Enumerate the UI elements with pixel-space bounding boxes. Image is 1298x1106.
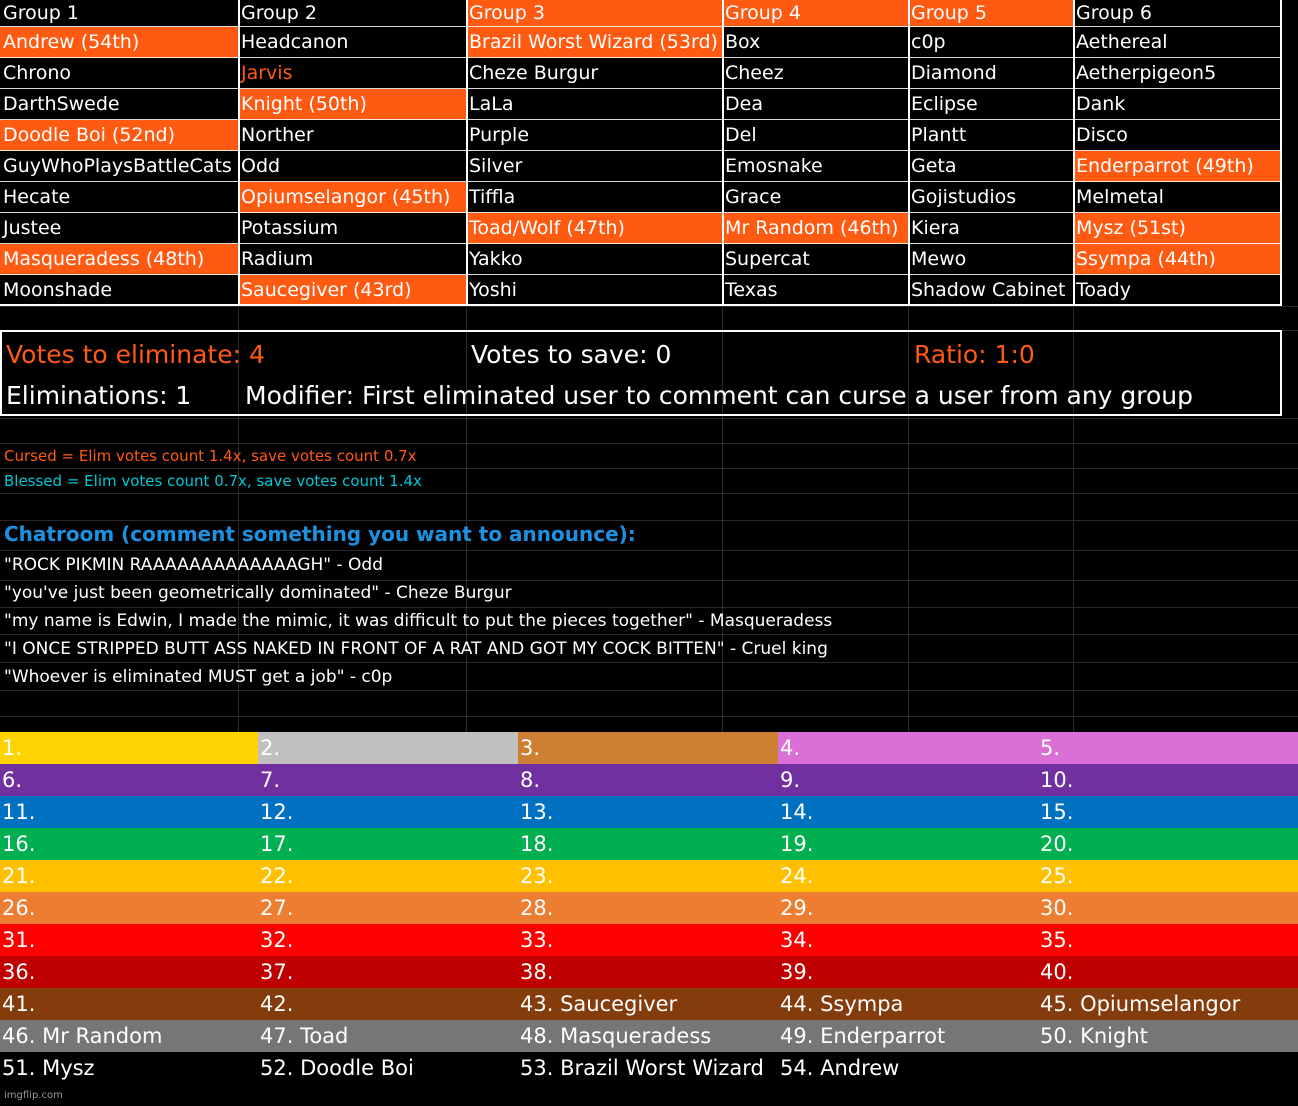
group-member-cell: Yoshi [469,279,517,301]
ranking-cell: 33. [518,924,780,956]
ranking-cell: 31. [0,924,260,956]
groups-row-divider [0,274,1282,275]
ranking-cell: 28. [518,892,780,924]
group-member-cell: Geta [911,155,957,177]
ranking-cell: 9. [778,764,1040,796]
ranking-cell: 41. [0,988,260,1020]
group-member-cell: Dea [725,93,763,115]
ranking-row [0,924,1298,956]
ranking-cell: 48. Masqueradess [518,1020,780,1052]
group-member-cell: DarthSwede [3,93,120,115]
ranking-cell: 1. [0,732,260,764]
group-member-cell: Silver [469,155,523,177]
chat-message: "my name is Edwin, I made the mimic, it was difficult to put the pieces together" - Masqueradess [4,611,833,631]
ranking-cell: 13. [518,796,780,828]
ranking-cell: 38. [518,956,780,988]
group-member-cell: Potassium [241,217,339,239]
ranking-cell: 26. [0,892,260,924]
chat-message: "I ONCE STRIPPED BUTT ASS NAKED IN FRONT OF A RAT AND GOT MY COCK BITTEN" - Cruel king [4,639,828,659]
group-member-cell: Andrew (54th) [0,27,238,58]
ranking-cell: 51. Mysz [0,1052,260,1084]
group-member-cell: Aetherpigeon5 [1076,62,1217,84]
ranking-row [0,956,1298,988]
ranking-table [0,732,1298,1106]
groups-row-divider [0,88,1282,89]
ranking-row [0,892,1298,924]
group-member-cell: GuyWhoPlaysBattleCats [3,155,232,177]
blessed-note: Blessed = Elim votes count 0.7x, save votes count 1.4x [4,472,422,490]
ranking-row [0,732,1298,764]
group-member-cell: c0p [911,31,946,53]
eliminations-count: Eliminations: 1 [6,381,192,410]
status-box [0,330,1282,416]
group-member-cell: Brazil Worst Wizard (53rd) [466,27,722,58]
group-member-cell: Mysz (51st) [1073,213,1282,244]
ranking-cell: 46. Mr Random [0,1020,260,1052]
ranking-cell: 49. Enderparrot [778,1020,1040,1052]
group-member-cell: Hecate [3,186,71,208]
gridline-horizontal [0,607,1298,608]
ranking-cell: 27. [258,892,520,924]
group-member-cell: Knight (50th) [238,89,466,120]
group-member-cell: Doodle Boi (52nd) [0,120,238,151]
ranking-cell: 36. [0,956,260,988]
ranking-cell: 37. [258,956,520,988]
group-member-cell: Mewo [911,248,967,270]
group-member-cell: Toad/Wolf (47th) [466,213,722,244]
groups-row-divider [0,212,1282,213]
gridline-horizontal [0,418,1298,419]
group-member-cell: Norther [241,124,314,146]
ranking-cell: 30. [1038,892,1298,924]
group-member-cell: Grace [725,186,782,208]
gridline-horizontal [0,580,1298,581]
gridline-horizontal [0,443,1298,444]
ranking-row [0,796,1298,828]
group-member-cell: Aethereal [1076,31,1168,53]
ranking-row [0,828,1298,860]
ranking-cell: 8. [518,764,780,796]
group-member-cell: Enderparrot (49th) [1073,151,1282,182]
groups-row-divider [0,181,1282,182]
watermark: imgflip.com [4,1090,63,1101]
groups-column-divider [908,0,910,306]
group-member-cell: Toady [1076,279,1131,301]
ranking-cell: 45. Opiumselangor [1038,988,1298,1020]
ranking-cell: 2. [258,732,520,764]
ranking-cell: 43. Saucegiver [518,988,780,1020]
gridline-horizontal [0,634,1298,635]
groups-row-divider [0,243,1282,244]
ranking-cell: 12. [258,796,520,828]
group-member-cell: Diamond [911,62,997,84]
chat-message: "Whoever is eliminated MUST get a job" - c0p [4,667,393,687]
ranking-row [0,988,1298,1020]
group-member-cell: Dank [1076,93,1126,115]
gridline-horizontal [0,306,1298,307]
group-member-cell: Justee [3,217,62,239]
group-member-cell: Emosnake [725,155,823,177]
ranking-cell: 18. [518,828,780,860]
ranking-cell: 6. [0,764,260,796]
groups-row-divider [0,57,1282,58]
groups-row-divider [0,150,1282,151]
group-member-cell: Gojistudios [911,186,1017,208]
groups-row-divider [0,26,1282,27]
ranking-cell: 25. [1038,860,1298,892]
ranking-cell: 42. [258,988,520,1020]
group-member-cell: Jarvis [241,62,293,84]
votes-to-save: Votes to save: 0 [471,340,672,369]
chat-message: "you've just been geometrically dominated" - Cheze Burgur [4,583,512,603]
ranking-cell: 47. Toad [258,1020,520,1052]
chatroom-title: Chatroom (comment something you want to announce): [4,522,636,546]
ranking-cell: 39. [778,956,1040,988]
ranking-cell: 15. [1038,796,1298,828]
group-member-cell: Ssympa (44th) [1073,244,1282,275]
ratio: Ratio: 1:0 [914,340,1035,369]
group-header: Group 1 [3,2,79,24]
group-member-cell: Box [725,31,761,53]
group-member-cell: Saucegiver (43rd) [238,275,466,306]
ranking-cell [1038,1052,1298,1084]
ranking-cell: 53. Brazil Worst Wizard [518,1052,780,1084]
ranking-cell: 11. [0,796,260,828]
group-header: Group 3 [466,0,722,27]
ranking-cell: 21. [0,860,260,892]
ranking-cell: 22. [258,860,520,892]
ranking-cell: 19. [778,828,1040,860]
groups-column-divider [1073,0,1075,306]
ranking-cell: 44. Ssympa [778,988,1040,1020]
ranking-cell: 3. [518,732,780,764]
ranking-cell: 35. [1038,924,1298,956]
groups-column-divider [722,0,724,306]
group-header: Group 2 [241,2,317,24]
group-member-cell: Shadow Cabinet [911,279,1066,301]
ranking-cell: 5. [1038,732,1298,764]
modifier: Modifier: First eliminated user to comment can curse a user from any group [245,381,1194,410]
group-member-cell: Moonshade [3,279,113,301]
group-member-cell: Eclipse [911,93,978,115]
gridline-horizontal [0,550,1298,551]
ranking-cell: 16. [0,828,260,860]
ranking-cell: 17. [258,828,520,860]
groups-row-divider [0,119,1282,120]
group-member-cell: Odd [241,155,281,177]
group-member-cell: LaLa [469,93,514,115]
ranking-row [0,1052,1298,1084]
ranking-row [0,1020,1298,1052]
group-member-cell: Supercat [725,248,810,270]
group-member-cell: Headcanon [241,31,349,53]
ranking-cell: 52. Doodle Boi [258,1052,520,1084]
cursed-note: Cursed = Elim votes count 1.4x, save votes count 0.7x [4,447,417,465]
group-member-cell: Plantt [911,124,967,146]
group-member-cell: Kiera [911,217,960,239]
group-member-cell: Radium [241,248,314,270]
ranking-cell: 10. [1038,764,1298,796]
group-member-cell: Del [725,124,757,146]
group-member-cell: Opiumselangor (45th) [238,182,466,213]
ranking-cell: 24. [778,860,1040,892]
group-header: Group 6 [1076,2,1152,24]
gridline-horizontal [0,520,1298,521]
groups-column-divider [238,0,240,306]
votes-to-eliminate: Votes to eliminate: 4 [6,340,265,369]
chat-message: "ROCK PIKMIN RAAAAAAAAAAAAAGH" - Odd [4,555,384,575]
gridline-horizontal [0,690,1298,691]
group-member-cell: Texas [725,279,778,301]
group-member-cell: Cheez [725,62,784,84]
ranking-row [0,764,1298,796]
groups-column-divider [466,0,468,306]
group-member-cell: Mr Random (46th) [722,213,908,244]
group-member-cell: Masqueradess (48th) [0,244,238,275]
group-member-cell: Yakko [469,248,523,270]
ranking-cell: 20. [1038,828,1298,860]
group-header: Group 4 [722,0,908,27]
gridline-horizontal [0,468,1298,469]
ranking-cell: 23. [518,860,780,892]
ranking-row [0,860,1298,892]
ranking-cell: 32. [258,924,520,956]
group-member-cell: Melmetal [1076,186,1164,208]
ranking-cell: 4. [778,732,1040,764]
group-header: Group 5 [908,0,1073,27]
group-member-cell: Disco [1076,124,1128,146]
group-member-cell: Purple [469,124,530,146]
ranking-cell: 29. [778,892,1040,924]
gridline-horizontal [0,493,1298,494]
ranking-cell: 40. [1038,956,1298,988]
group-member-cell: Chrono [3,62,71,84]
gridline-horizontal [0,662,1298,663]
group-member-cell: Tiffla [469,186,516,208]
ranking-cell: 50. Knight [1038,1020,1298,1052]
group-member-cell: Cheze Burgur [469,62,599,84]
gridline-horizontal [0,716,1298,717]
ranking-cell: 34. [778,924,1040,956]
ranking-cell: 7. [258,764,520,796]
ranking-cell: 14. [778,796,1040,828]
ranking-cell: 54. Andrew [778,1052,1040,1084]
